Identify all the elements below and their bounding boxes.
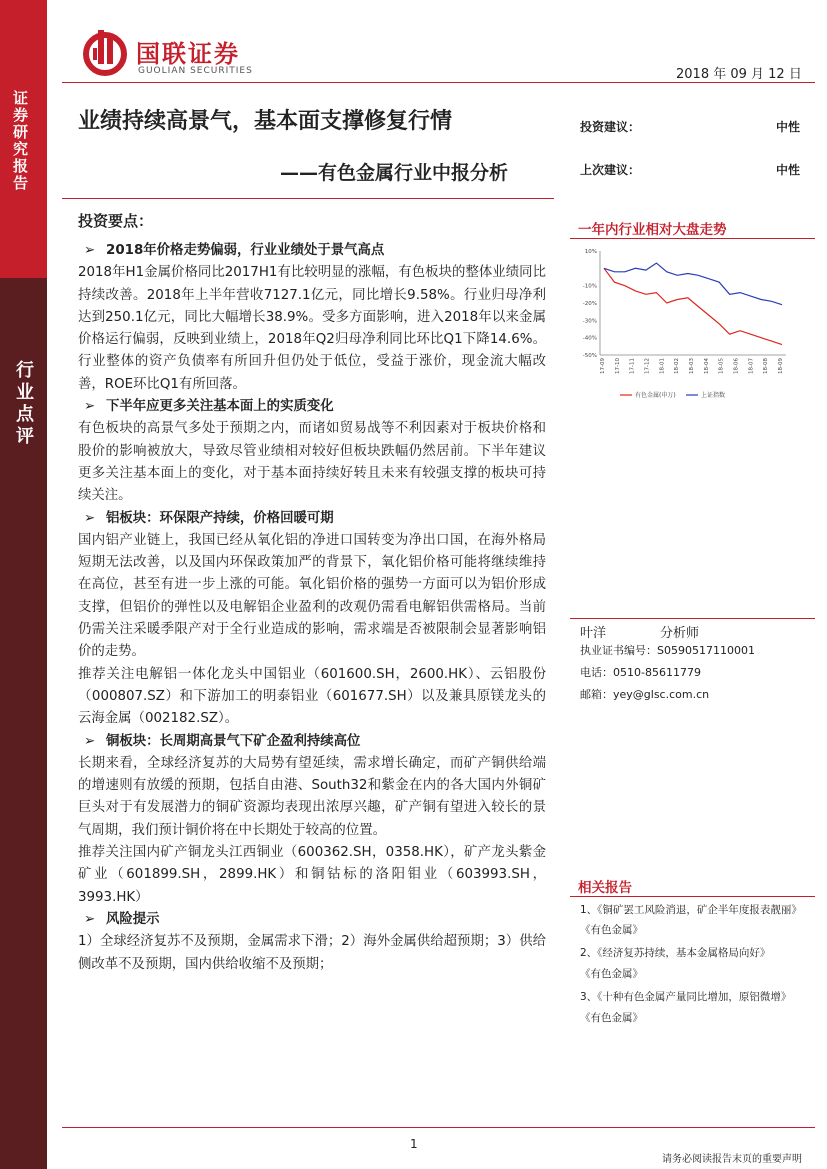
header-divider [62,82,815,83]
x-tick-label: 18-03 [689,358,695,374]
related-reports-divider [570,896,815,897]
brand-name-en: GUOLIAN SECURITIES [138,66,253,76]
paragraph: 1）全球经济复苏不及预期，金属需求下滑；2）海外金属供给超预期；3）供给侧改革不及预期，国内供给收缩不及预期； [78,934,546,972]
key-points-body [78,240,546,976]
legend-label: 有色金属(申万) [635,392,676,399]
analyst-name: 叶洋 [580,626,607,641]
footer-divider [62,1127,815,1128]
analyst-role: 分析师 [660,626,700,641]
paragraph: 推荐关注电解铝一体化龙头中国铝业（601600.SH，2600.HK）、云铝股份（000807.SZ）和下游加工的明泰铝业（601677.SH）以及兼具原镁龙头的云海金属（002182.SZ）。 [78,666,546,727]
chart-title: 一年内行业相对大盘走势 [578,222,727,238]
section-heading: ➢ 下半年应更多关注基本面上的实质变化 [78,396,546,418]
arrow-bullet-icon: ➢ [84,243,96,258]
arrow-bullet-icon: ➢ [84,399,96,415]
chart-title-divider [570,238,815,239]
x-tick-label: 17-10 [614,358,621,374]
arrow-bullet-icon: ➢ [84,733,96,749]
series-line [604,263,782,305]
section-heading: ➢ 2018年价格走势偏弱，行业业绩处于景气高点 [78,240,546,262]
x-tick-label: 17-12 [644,358,651,374]
title-divider [62,198,554,199]
related-report-title: 1、《铜矿罢工风险消退，矿企半年度报表靓丽》 [580,904,802,916]
report-category-label: 行业点评 [13,360,34,448]
x-tick-label: 18-06 [733,358,740,374]
y-tick-label: -50% [582,353,597,359]
related-report-title: 3、《十种有色金属产量同比增加，原铝微增》 [580,991,792,1003]
y-tick-label: -10% [582,283,597,290]
paragraph: 有色板块的高景气多处于预期之内，而诸如贸易战等不利因素对于板块价格和股价的影响被放大，导致尽管业绩相对较好但板块跌幅仍然居前。下半年建议更多关注基本面上的变化，对于基本面持续好转且未来有较强支撑的板块可持续关注。 [78,421,546,504]
brand-name-cn: 国联证券 [136,40,240,68]
y-tick-label: -30% [582,318,597,325]
x-tick-label: 17-11 [629,358,636,374]
analyst-license: 执业证书编号：S0590517110001 [580,644,755,657]
x-tick-label: 18-01 [659,358,666,374]
report-subtitle: ——有色金属行业中报分析 [280,162,509,184]
y-tick-label: 10% [584,249,597,255]
paragraph: 国内铝产业链上，我国已经从氧化铝的净进口国转变为净出口国，在海外格局短期无法改善，以及国内环保政策加严的背景下，氧化铝价格可能将继续维持在高位，甚至有进一步上涨的可能。氧化铝价格的强势一方面可以为铝价形成支撑，但铝价的弹性以及电解铝企业盈利的改观仍需看电解铝供需格局。当前仍需关注采暖季限产对于全行业造成的影响，需求端是否被限制会显著影响铝价的走势。 [78,532,546,660]
x-tick-label: 17-09 [600,358,606,374]
report-title: 业绩持续高景气，基本面支撑修复行情 [78,109,453,134]
report-type-label: 证券研究报告 [11,90,29,192]
disclaimer-note: 请务必阅读报告末页的重要声明 [662,1154,802,1165]
x-tick-label: 18-09 [778,358,784,374]
x-tick-label: 18-08 [763,358,770,374]
relative-performance-chart [572,243,792,403]
rating-previous-value: 中性 [776,163,801,177]
x-tick-label: 18-04 [703,358,710,374]
related-report-tag: 《有色金属》 [580,924,643,936]
legend-label: 上证指数 [701,392,726,399]
rating-current-value: 中性 [776,120,801,134]
page-number: 1 [410,1137,418,1151]
x-tick-label: 18-07 [748,358,755,374]
paragraph: 推荐关注国内矿产铜龙头江西铜业（600362.SH，0358.HK），矿产龙头紫金矿业（601899.SH，2899.HK）和铜钴标的洛阳钼业（603993.SH，3993.HK） [78,845,546,905]
related-report-title: 2、《经济复苏持续，基本金属格局向好》 [580,947,771,959]
report-date: 2018 年 09 月 12 日 [676,67,802,82]
section-heading: ➢ 风险提示 [78,909,546,931]
x-tick-label: 18-02 [674,358,681,374]
y-tick-label: -40% [582,335,597,342]
rating-previous-label: 上次建议： [580,163,641,177]
section-heading: ➢ 铝板块：环保限产持续，价格回暖可期 [78,508,546,530]
analyst-email: 邮箱：yey@glsc.com.cn [580,688,710,701]
rating-current-label: 投资建议： [580,120,641,134]
arrow-bullet-icon: ➢ [84,510,96,526]
guolian-logo-icon [81,28,129,76]
series-line [604,268,782,344]
related-report-tag: 《有色金属》 [580,968,643,980]
section-heading: ➢ 铜板块：长周期高景气下矿企盈利持续高位 [78,731,546,753]
related-report-tag: 《有色金属》 [580,1012,643,1024]
arrow-bullet-icon: ➢ [84,911,96,927]
analyst-divider [570,618,815,619]
analyst-phone: 电话：0510-85611779 [580,666,701,679]
key-points-heading: 投资要点： [78,212,154,230]
paragraph: 2018年H1金属价格同比2017H1有比较明显的涨幅，有色板块的整体业绩同比持续改善。2018年上半年营收7127.1亿元，同比增长9.58%。行业归母净利达到250.1亿元，同比大幅增长38.9%。受多方面影响，进入2018年以来金属价格运行偏弱，反映到业绩上，2018年Q2归母净利同比环比Q1下降14.6%。行业整体的资产负债率有所回升但仍处于低位，受益于涨价，现金流大幅改善，ROE环比Q1有所回落。 [78,265,546,392]
y-tick-label: -20% [582,301,597,307]
paragraph: 长期来看，全球经济复苏的大局势有望延续，需求增长确定，而矿产铜供给端的增速则有放缓的预期，包括自由港、South32和紫金在内的各大国内外铜矿巨头对于有发展潜力的铜矿资源均表现出浓厚兴趣，矿产铜有望进入较长的景气周期，我们预计铜价将在中长期处于较高的位置。 [78,755,546,838]
x-tick-label: 18-05 [718,358,725,374]
related-reports-title: 相关报告 [578,880,632,896]
